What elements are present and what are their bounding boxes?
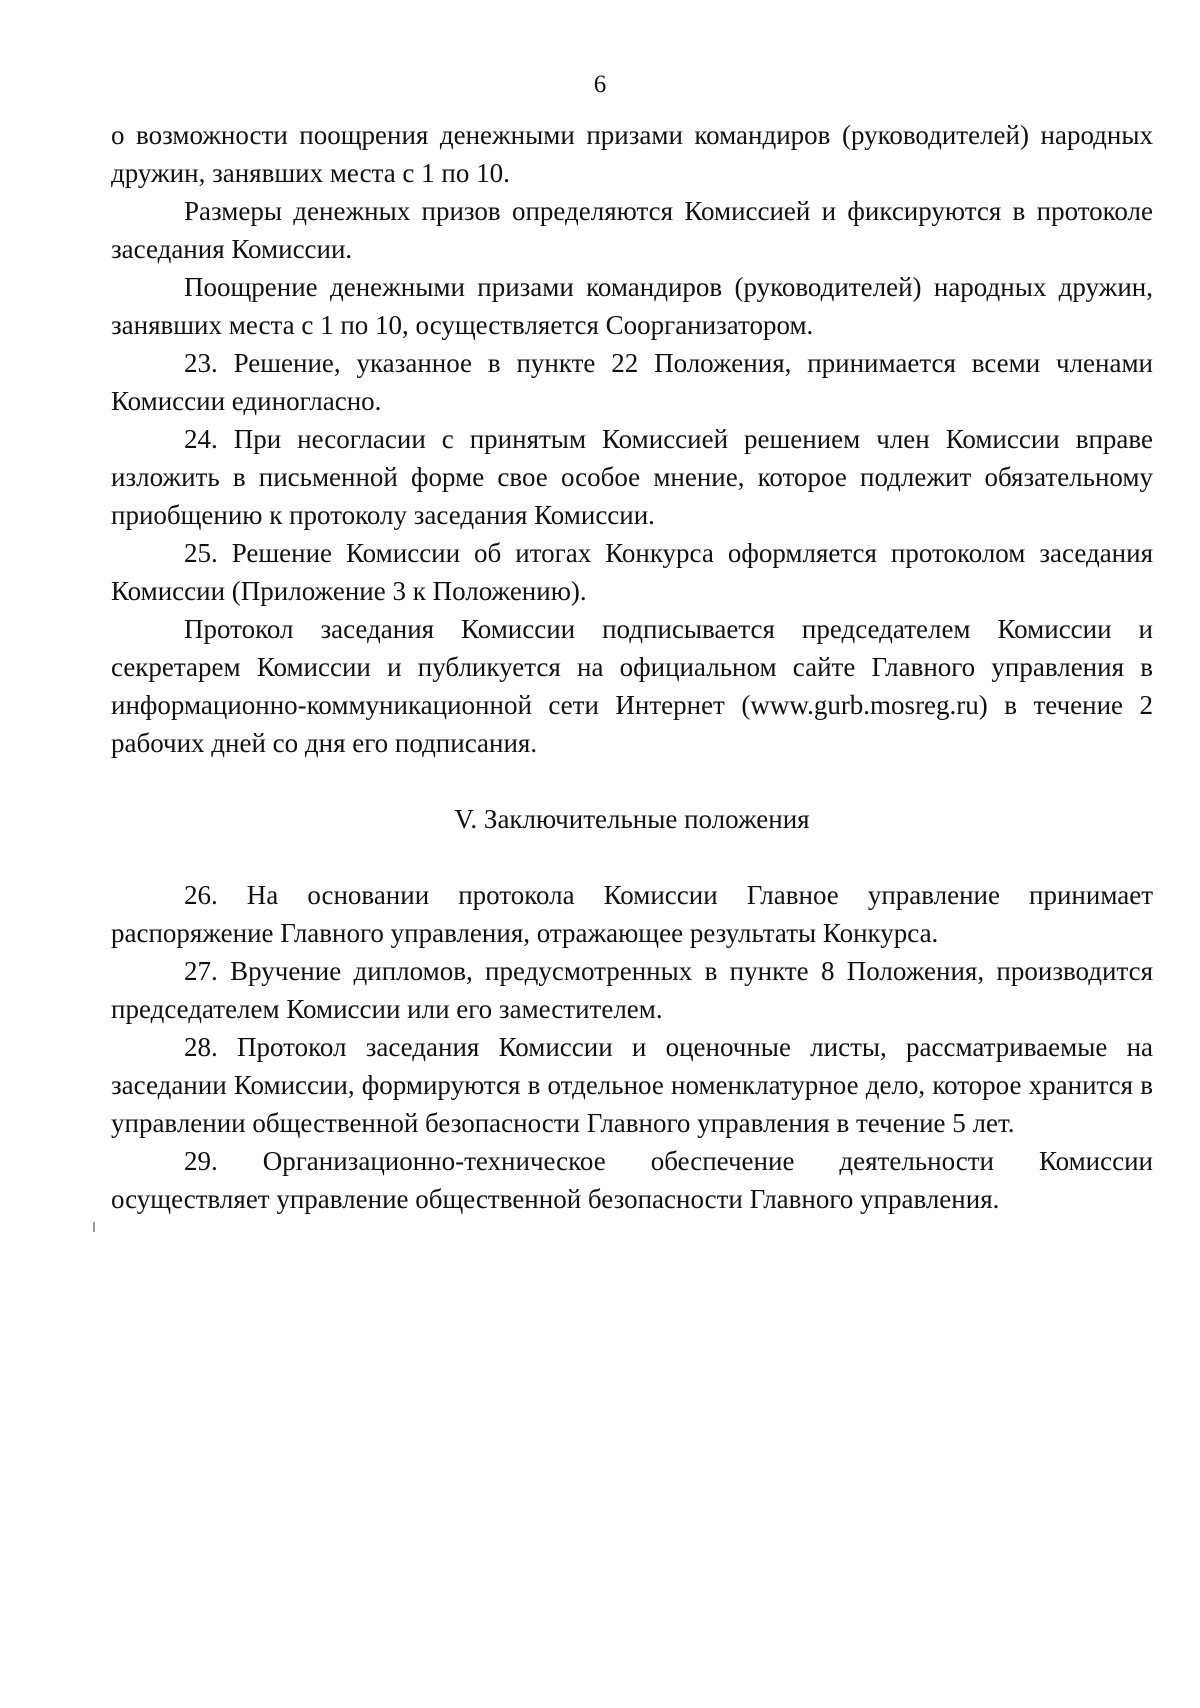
document-body xyxy=(111,116,1153,1218)
paragraph-prize-possibility: о возможности поощрения денежными призами командиров (руководителей) народных дружин, занявших места с 1 по 10. xyxy=(111,120,1153,188)
section-heading-final-provisions: V. Заключительные положения xyxy=(454,804,810,834)
paragraph-prize-amounts: Размеры денежных призов определяются Комиссией и фиксируются в протоколе заседания Комиссии. xyxy=(111,196,1153,264)
paragraph-clause-28: 28. Протокол заседания Комиссии и оценочные листы, рассматриваемые на заседании Комиссии, формируются в отдельное номенклатурное дело, которое хранится в управлении общественной безопасности Главного управления в течение 5 лет. xyxy=(111,1032,1153,1138)
paragraph-prize-coorganizer: Поощрение денежными призами командиров (руководителей) народных дружин, занявших места с 1 по 10, осуществляется Соорганизатором. xyxy=(111,272,1153,340)
paragraph-clause-25: 25. Решение Комиссии об итогах Конкурса оформляется протоколом заседания Комиссии (Приложение 3 к Положению). xyxy=(111,538,1153,606)
paragraph-clause-24: 24. При несогласии с принятым Комиссией решением член Комиссии вправе изложить в письменной форме свое особое мнение, которое подлежит обязательному приобщению к протоколу заседания Комиссии. xyxy=(111,424,1153,530)
page-number: 6 xyxy=(593,71,607,98)
paragraph-clause-26: 26. На основании протокола Комиссии Главное управление принимает распоряжение Главного управления, отражающее результаты Конкурса. xyxy=(111,880,1153,948)
scan-margin-mark xyxy=(93,1222,95,1232)
paragraph-clause-27: 27. Вручение дипломов, предусмотренных в пункте 8 Положения, производится председателем Комиссии или его заместителем. xyxy=(111,956,1153,1024)
paragraph-clause-29: 29. Организационно-техническое обеспечение деятельности Комиссии осуществляет управление общественной безопасности Главного управления. xyxy=(111,1146,1153,1214)
paragraph-clause-23: 23. Решение, указанное в пункте 22 Положения, принимается всеми членами Комиссии единогласно. xyxy=(111,348,1153,416)
paragraph-protocol-publication: Протокол заседания Комиссии подписывается председателем Комиссии и секретарем Комиссии и публикуется на официальном сайте Главного управления в информационно-коммуникационной сети Интернет (www.gurb.mosreg.ru) в течение 2 рабочих дней со дня его подписания. xyxy=(111,614,1153,758)
